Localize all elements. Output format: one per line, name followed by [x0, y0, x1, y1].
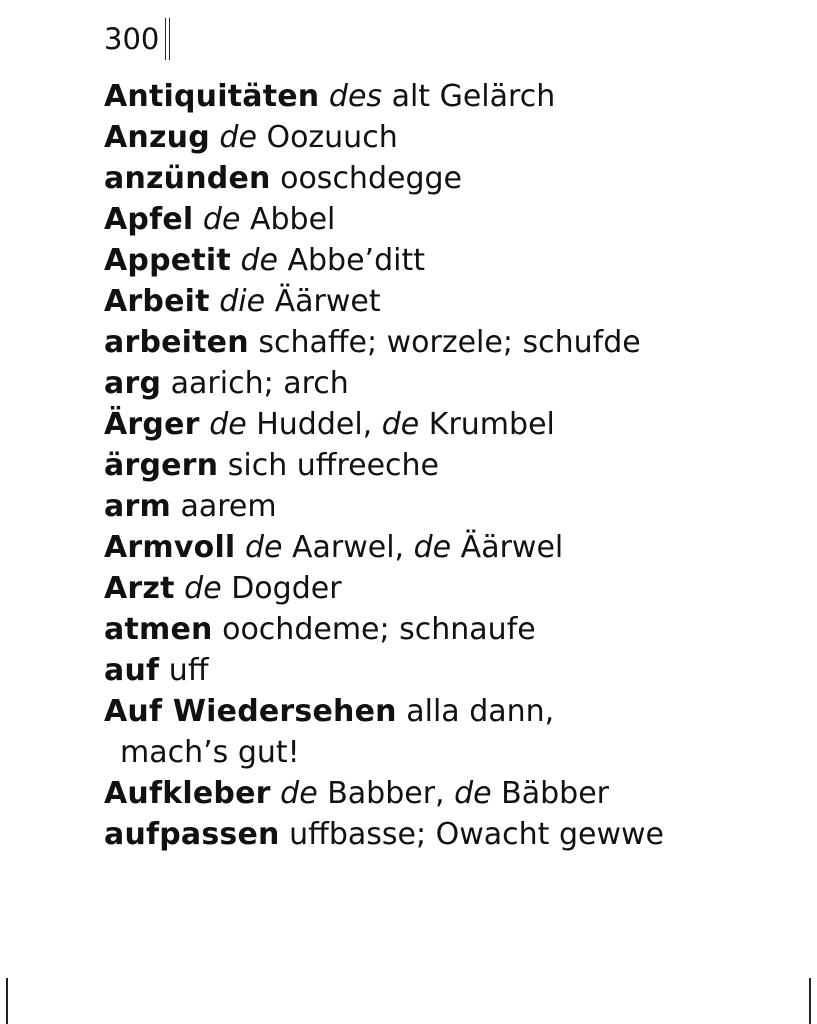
entry-translation [200, 407, 210, 442]
entry-article: de [202, 202, 241, 237]
dictionary-entry [104, 814, 804, 855]
entry-translation: aarem [170, 489, 277, 524]
entry-translation: mach’s gut! [120, 735, 300, 770]
entry-headword: Ärger [104, 407, 200, 442]
entry-translation: Äärwel [451, 530, 564, 565]
entry-translation [271, 776, 281, 811]
entry-article: de [381, 407, 420, 442]
entry-headword: arm [104, 489, 171, 524]
dictionary-entry [104, 117, 804, 158]
entry-translation: Äärwet [265, 284, 381, 319]
entry-translation: Huddel, [246, 407, 382, 442]
crop-mark-right [809, 978, 811, 1024]
entry-translation: Abbel [240, 202, 336, 237]
entry-translation [210, 120, 220, 155]
dictionary-entry [104, 609, 804, 650]
dictionary-entry [104, 199, 804, 240]
entry-headword: atmen [104, 612, 213, 647]
entry-translation: uff [159, 653, 209, 688]
entry-translation: Bäbber [491, 776, 610, 811]
entry-article: de [184, 571, 222, 606]
entry-translation: alt Gelärch [382, 79, 556, 114]
entry-translation [231, 243, 241, 278]
entry-article: de [280, 776, 318, 811]
entry-headword: Arzt [104, 571, 175, 606]
entry-headword: Apfel [104, 202, 194, 237]
entry-translation: oochdeme; schnaufe [212, 612, 536, 647]
entry-headword: arbeiten [104, 325, 249, 360]
entry-headword: Auf Wiedersehen [104, 694, 397, 729]
dictionary-entry [104, 773, 804, 814]
entry-translation: Oozuuch [256, 120, 398, 155]
entry-translation: ooschdegge [270, 161, 462, 196]
entry-headword: anzünden [104, 161, 271, 196]
entry-translation: Dogder [221, 571, 342, 606]
entry-article: de [454, 776, 492, 811]
entry-headword: Appetit [104, 243, 231, 278]
dictionary-entry [104, 240, 804, 281]
dictionary-entry [104, 650, 804, 691]
entry-headword: auf [104, 653, 160, 688]
dictionary-entry [104, 486, 804, 527]
entry-translation: Aarwel, [282, 530, 414, 565]
dictionary-entry [104, 527, 804, 568]
entry-headword: Arbeit [104, 284, 210, 319]
entry-headword: aufpassen [104, 817, 280, 852]
entry-article: die [219, 284, 266, 319]
page-header [104, 18, 170, 60]
page-number: 300 [104, 22, 160, 56]
entry-translation: Krumbel [419, 407, 555, 442]
entry-translation [175, 571, 185, 606]
dictionary-entry [104, 691, 804, 732]
entry-translation [210, 284, 220, 319]
dictionary-entry [104, 404, 804, 445]
entry-translation [193, 202, 203, 237]
entry-translation [319, 79, 329, 114]
entry-translation: uffbasse; Owacht gewwe [279, 817, 664, 852]
entry-translation: Babber, [317, 776, 455, 811]
page-number-rule [165, 18, 170, 60]
entry-article: de [413, 530, 452, 565]
entry-headword: ärgern [104, 448, 219, 483]
entry-translation: sich uffreeche [218, 448, 439, 483]
entry-article: de [209, 407, 247, 442]
dictionary-entry [104, 445, 804, 486]
entry-translation: Abbe’ditt [277, 243, 425, 278]
entry-headword: Armvoll [104, 530, 236, 565]
entry-article: de [219, 120, 257, 155]
crop-mark-left [6, 978, 8, 1024]
dictionary-entry [104, 363, 804, 404]
dictionary-entry [104, 76, 804, 117]
entry-translation [235, 530, 245, 565]
dictionary-entry [104, 158, 804, 199]
dictionary-entry-continuation [104, 732, 804, 773]
entry-translation: schaffe; worzele; schufde [248, 325, 641, 360]
dictionary-entry [104, 322, 804, 363]
entry-article: de [240, 243, 278, 278]
entry-translation: alla dann, [396, 694, 555, 729]
entry-article: de [244, 530, 283, 565]
dictionary-entry [104, 281, 804, 322]
dictionary-entry [104, 568, 804, 609]
entry-headword: Antiquitäten [104, 79, 320, 114]
entry-headword: arg [104, 366, 162, 401]
entry-headword: Anzug [104, 120, 210, 155]
dictionary-entries [104, 76, 804, 855]
entry-article: des [328, 79, 383, 114]
entry-headword: Aufkleber [104, 776, 271, 811]
entry-translation: aarich; arch [161, 366, 349, 401]
